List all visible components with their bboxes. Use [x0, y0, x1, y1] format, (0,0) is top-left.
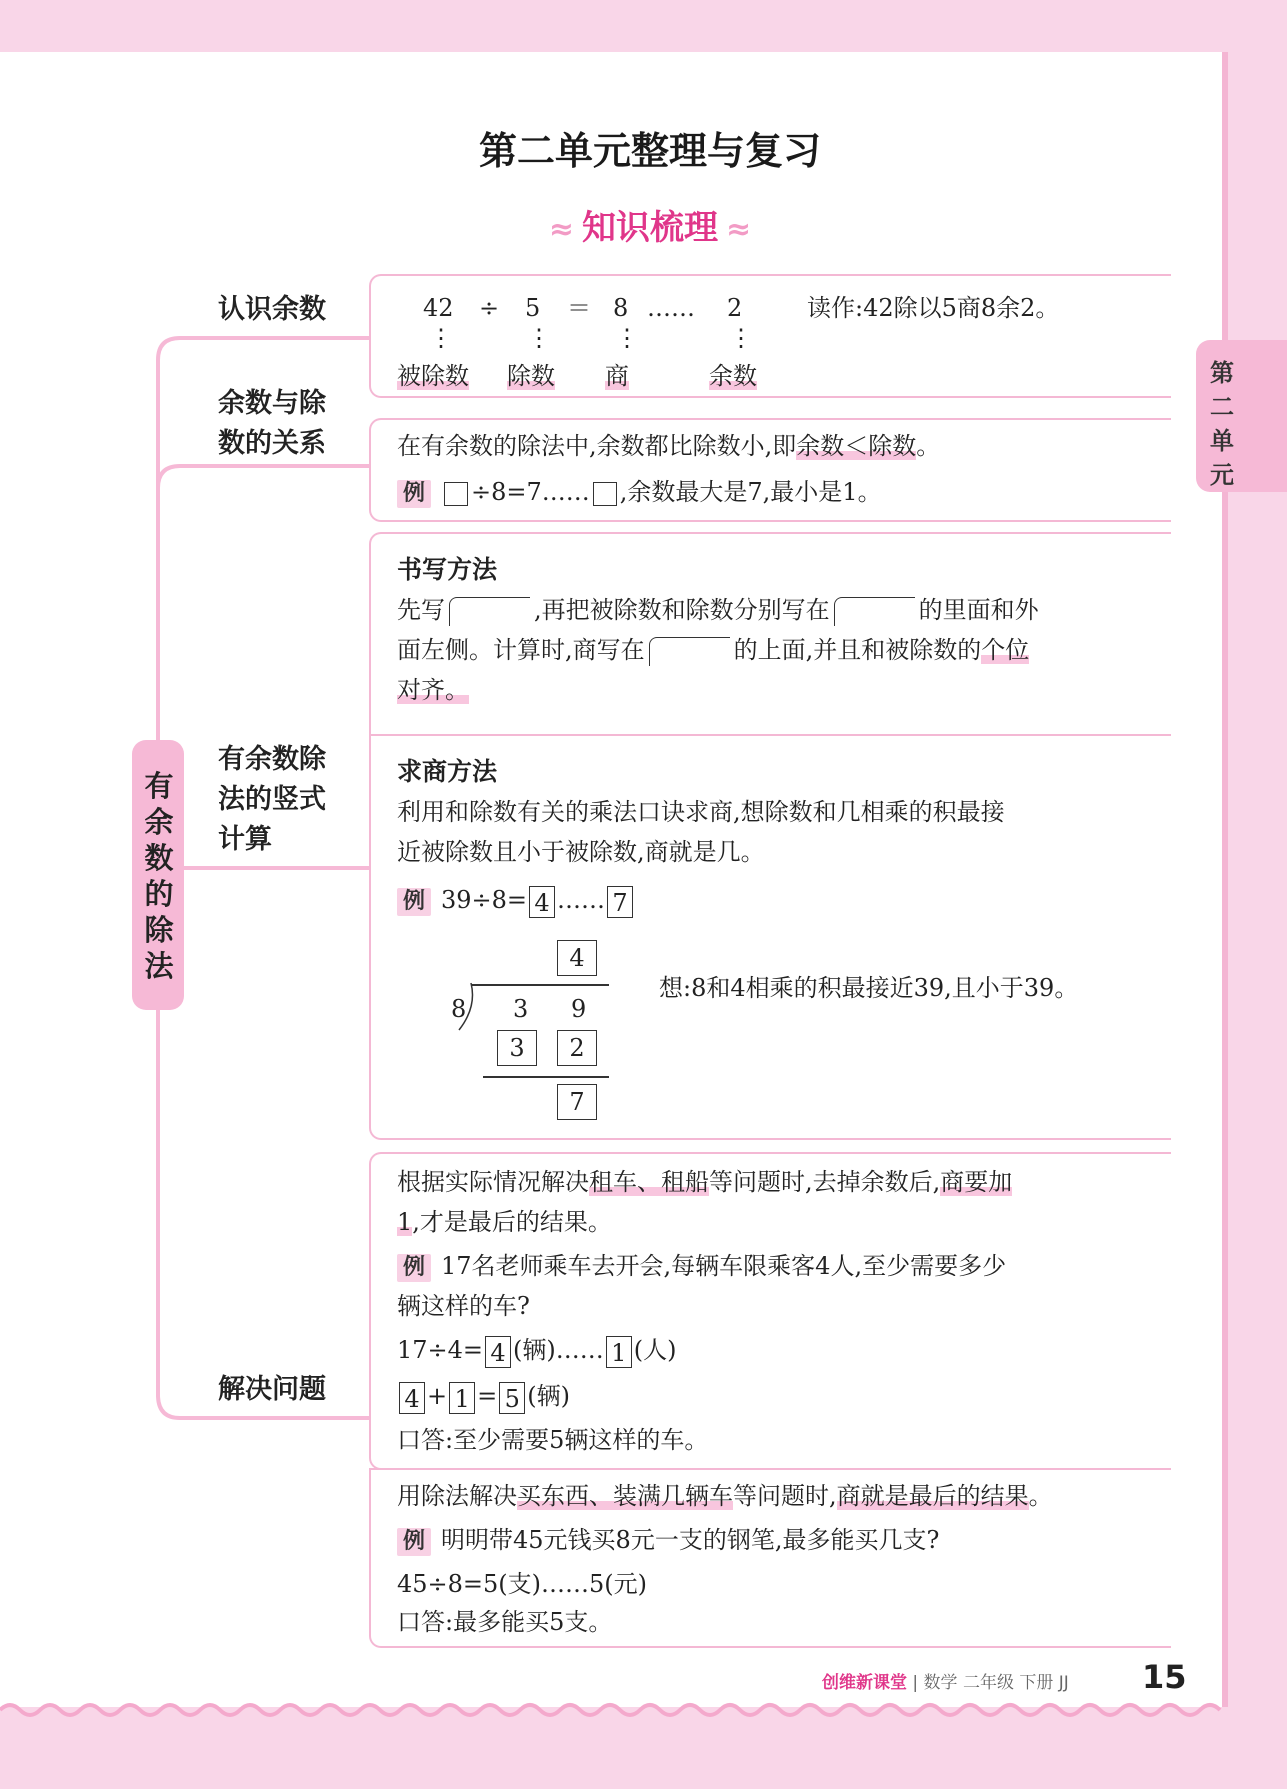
eq-reading: 读作:42除以5商8余2。: [807, 294, 1060, 322]
long-div-divisor: 8: [451, 995, 467, 1023]
quotient-method-line1: 利用和除数有关的乘法口诀求商,想除数和几相乘的积最接: [397, 798, 1005, 826]
eq-dividend: 42: [423, 294, 454, 322]
add-one-rule-line1: [397, 1162, 1012, 1202]
quotient-final-calc: 45÷8=5(支)……5(元): [397, 1570, 648, 1598]
quotient-answer-box: 4: [529, 886, 555, 918]
category-solve-problems: 解决问题: [218, 1374, 326, 1405]
add-one-rule-line2: [397, 1202, 612, 1242]
add-one-calc1: [397, 1330, 677, 1370]
add-one-answer: 口答:至少需要5辆这样的车。: [397, 1426, 709, 1454]
writing-l1a: 先写: [397, 596, 445, 624]
eq-quotient: 8: [613, 294, 629, 322]
long-div-product2: 2: [557, 1030, 597, 1066]
calc2-box-a: 4: [399, 1382, 425, 1414]
writing-l3: 对齐。: [397, 676, 469, 704]
blank-box: [444, 482, 468, 506]
box-recognize-remainder: [369, 274, 1171, 398]
wave-deco-right: ≈: [726, 212, 752, 247]
quotient-method-heading: 求商方法: [397, 757, 498, 786]
long-div-remainder: 7: [557, 1084, 597, 1120]
subtitle-text: 知识梳理: [582, 208, 718, 248]
wave-deco-left: ≈: [548, 212, 574, 247]
page-number: 15: [1142, 1658, 1187, 1696]
writing-method-line1: [397, 590, 1039, 630]
eq-divisor: 5: [525, 294, 541, 322]
writing-l2c-highlight: 个位: [981, 636, 1030, 664]
eq-remainder: 2: [727, 294, 743, 322]
box-vertical-division: [369, 532, 1171, 1140]
eq-divide-sign: ÷: [479, 294, 500, 322]
add-one-l2b: ,才是最后的结果。: [412, 1208, 612, 1236]
relation-example: [397, 472, 882, 512]
writing-l1c: 的里面和外: [918, 596, 1039, 624]
main-topic-text: 有余数的除法: [144, 769, 174, 983]
box-remainder-relation: [369, 418, 1171, 522]
writing-l2b: 的上面,并且和被除数的: [733, 636, 982, 664]
long-div-sub-line: [483, 1076, 609, 1078]
colon-mark-1: ⋮: [429, 324, 453, 352]
writing-l2a: 面左侧。计算时,商写在: [397, 636, 645, 664]
category-recognize-remainder: 认识余数: [218, 294, 326, 325]
quotient-dots: ……: [557, 886, 606, 914]
quotient-example: [397, 880, 635, 920]
calc2-plus: +: [427, 1382, 448, 1410]
relation-example-eq: ÷8=7……: [471, 478, 590, 506]
relation-text-c: 。: [916, 432, 941, 460]
division-bracket-icon: [649, 637, 730, 666]
calc1-quotient-box: 4: [485, 1336, 511, 1368]
label-quotient: [605, 356, 629, 396]
final-l1e: 。: [1028, 1482, 1053, 1510]
final-ex: 明明带45元钱买8元一支的钢笔,最多能买几支?: [441, 1526, 940, 1554]
label-remainder: [709, 356, 757, 396]
writing-l1b: ,再把被除数和除数分别写在: [534, 596, 830, 624]
long-div-quotient: 4: [557, 940, 597, 976]
section-divider: [371, 734, 1171, 736]
calc1-eq: 17÷4=: [397, 1336, 484, 1364]
relation-statement: [397, 426, 940, 466]
calc1-unit2: (人): [633, 1336, 677, 1364]
calc2-box-c: 5: [499, 1382, 525, 1414]
long-div-digit2: 9: [571, 995, 587, 1023]
add-one-ex1: 17名老师乘车去开会,每辆车限乘客4人,至少需要多少: [441, 1252, 1007, 1280]
quotient-final-rule: [397, 1476, 1053, 1516]
add-one-l1b: 租车、租船: [589, 1168, 709, 1196]
label-divisor: [507, 356, 555, 396]
label-quotient-text: 商: [605, 362, 629, 390]
long-div-top-line: [471, 984, 609, 986]
add-one-l1a: 根据实际情况解决: [397, 1168, 589, 1196]
add-one-l1d: 商要加: [940, 1168, 1013, 1196]
writing-method-heading: 书写方法: [397, 555, 498, 584]
division-bracket-icon: [834, 597, 915, 626]
footer-brand: 创维新课堂: [822, 1673, 907, 1693]
main-topic-label: [132, 740, 184, 1010]
final-l1d: 商就是最后的结果: [836, 1482, 1029, 1510]
category-vertical-line1: 有余数除: [218, 744, 326, 775]
eq-equals: ＝: [567, 294, 591, 322]
footer-book-info: 数学 二年级 下册 JJ: [923, 1673, 1069, 1693]
colon-mark-3: ⋮: [615, 324, 639, 352]
long-div-product1: 3: [497, 1030, 537, 1066]
blank-box: [593, 482, 617, 506]
long-div-digit1: 3: [513, 995, 529, 1023]
label-dividend: [397, 356, 469, 396]
add-one-example-line1: [397, 1246, 1006, 1286]
colon-mark-2: ⋮: [527, 324, 551, 352]
writing-method-line3: [397, 670, 469, 710]
final-l1b: 买东西、装满几辆车: [517, 1482, 733, 1510]
example-badge: 例: [397, 1528, 431, 1556]
add-one-l1c: 等问题时,去掉余数后,: [709, 1168, 941, 1196]
add-one-calc2: [397, 1376, 570, 1416]
relation-example-text: ,余数最大是7,最小是1。: [619, 478, 882, 506]
relation-highlight: 余数＜除数: [796, 432, 917, 460]
quotient-method-line2: 近被除数且小于被除数,商就是几。: [397, 838, 765, 866]
colon-mark-4: ⋮: [729, 324, 753, 352]
writing-method-line2: [397, 630, 1029, 670]
example-badge: 例: [397, 888, 431, 916]
bottom-wave-border: [0, 1690, 1287, 1730]
relation-text-a: 在有余数的除法中,余数都比除数小,即: [397, 432, 797, 460]
quotient-think-note: 想:8和4相乘的积最接近39,且小于39。: [659, 974, 1079, 1002]
final-l1a: 用除法解决: [397, 1482, 517, 1510]
add-one-l2a: 1: [397, 1208, 413, 1236]
calc2-box-b: 1: [449, 1382, 475, 1414]
label-divisor-text: 除数: [507, 362, 555, 390]
unit-tab-label: 第二单元: [1210, 359, 1234, 489]
calc2-unit: (辆): [527, 1382, 570, 1410]
category-vertical-line3: 计算: [218, 824, 272, 855]
example-badge: 例: [397, 480, 431, 508]
quotient-final-answer: 口答:最多能买5支。: [397, 1608, 613, 1636]
page-title: 第二单元整理与复习: [478, 129, 821, 173]
quotient-final-example: [397, 1520, 939, 1560]
box-solve-quotient-final: [369, 1468, 1171, 1648]
calc2-eq: =: [477, 1382, 498, 1410]
add-one-example-line2: 辆这样的车?: [397, 1292, 530, 1320]
category-relation-line1: 余数与除: [218, 388, 326, 419]
example-badge: 例: [397, 1254, 431, 1282]
category-vertical-line2: 法的竖式: [218, 784, 326, 815]
division-bracket-icon: [449, 597, 530, 626]
eq-dots: ……: [647, 294, 695, 322]
calc1-remainder-box: 1: [606, 1336, 632, 1368]
calc1-unit: (辆)……: [513, 1336, 604, 1364]
quotient-example-eq: 39÷8=: [441, 886, 528, 914]
remainder-answer-box: 7: [607, 886, 633, 918]
footer-info: [822, 1668, 1069, 1693]
final-l1c: 等问题时,: [733, 1482, 837, 1510]
footer-sep: |: [912, 1673, 919, 1693]
label-remainder-text: 余数: [709, 362, 757, 390]
label-dividend-text: 被除数: [397, 362, 469, 390]
box-solve-add-one: [369, 1152, 1171, 1470]
category-relation-line2: 数的关系: [218, 428, 326, 459]
